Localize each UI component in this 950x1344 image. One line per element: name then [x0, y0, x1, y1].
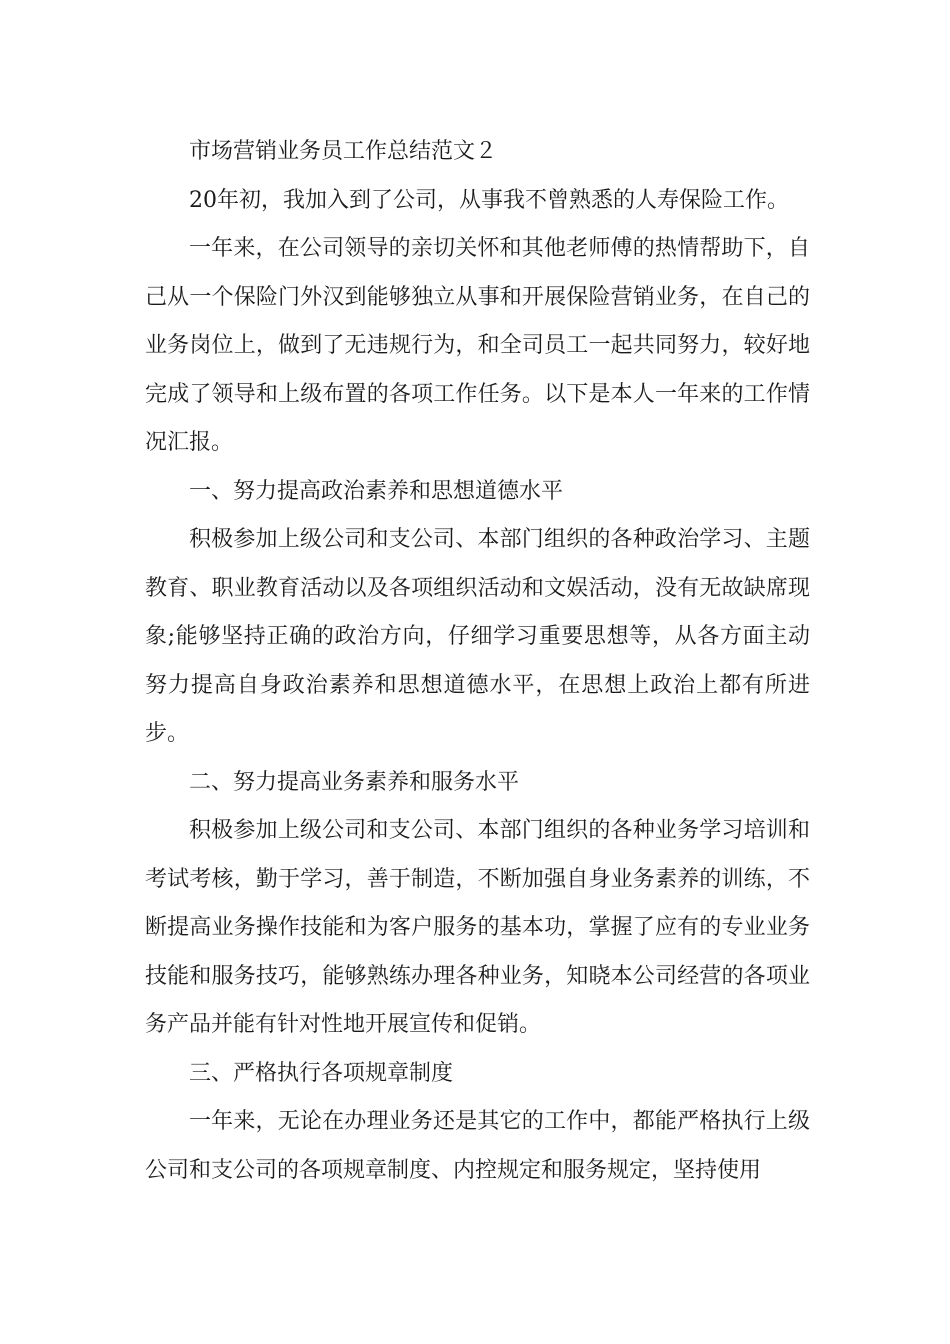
paragraph-overview: 一年来，在公司领导的亲切关怀和其他老师傅的热情帮助下，自己从一个保险门外汉到能够独立从事和开展保险营销业务，在自己的业务岗位上，做到了无违规行为，和全司员工一起共同努力，较好地完成了领导和上级布置的各项工作任务。以下是本人一年来的工作情况汇报。	[145, 236, 810, 455]
section-heading-rules: 三、严格执行各项规章制度	[189, 1060, 454, 1086]
paragraph-business: 积极参加上级公司和支公司、本部门组织的各种业务学习培训和考试考核，勤于学习，善于制造，不断加强自身业务素养的训练，不断提高业务操作技能和为客户服务的基本功，掌握了应有的专业业务技能和服务技巧，能够熟练办理各种业务，知晓本公司经营的各项业务产品并能有针对性地开展宣传和促销。	[145, 818, 810, 1037]
document-title: 市场营销业务员工作总结范文２	[189, 139, 498, 164]
section-heading-business: 二、努力提高业务素养和服务水平	[189, 769, 520, 795]
paragraph-rules: 一年来，无论在办理业务还是其它的工作中，都能严格执行上级公司和支公司的各项规章制度、内控规定和服务规定，坚持使用	[145, 1109, 810, 1183]
section-heading-political: 一、努力提高政治素养和思想道德水平	[189, 478, 564, 504]
paragraph-intro: 20年初，我加入到了公司，从事我不曾熟悉的人寿保险工作。	[189, 187, 789, 213]
document-body	[145, 128, 810, 1195]
paragraph-political: 积极参加上级公司和支公司、本部门组织的各种政治学习、主题教育、职业教育活动以及各项组织活动和文娱活动，没有无故缺席现象;能够坚持正确的政治方向，仔细学习重要思想等，从各方面主动努力提高自身政治素养和思想道德水平，在思想上政治上都有所进步。	[145, 527, 810, 746]
